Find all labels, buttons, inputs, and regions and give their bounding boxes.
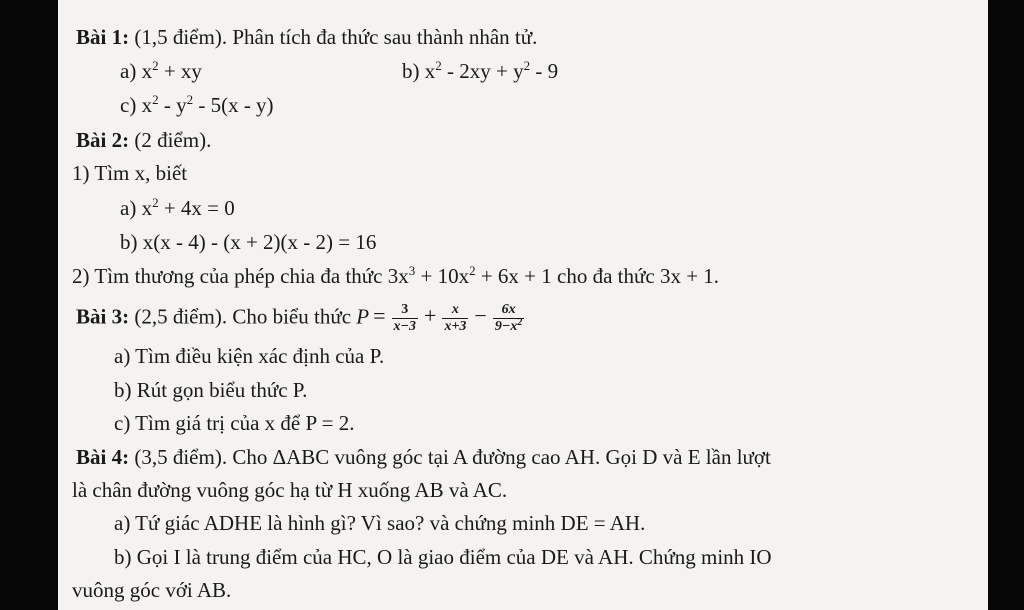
bai4-item-a: a) Tứ giác ADHE là hình gì? Vì sao? và chứng minh DE = AH. bbox=[114, 511, 646, 535]
bai3-item-b: b) Rút gọn biểu thức P. bbox=[114, 378, 308, 402]
fraction-1: $\frac{3}{x-3}$ bbox=[393, 302, 417, 334]
bai1-item-c: c) $x^2 - y^2 - 5(x - y)$ bbox=[120, 92, 274, 117]
bai1-item-b: b) $x^2 - 2xy + y^2 - 9$ bbox=[402, 58, 559, 83]
bai2-item-b: b) x(x - 4) - (x + 2)(x - 2) = 16 bbox=[120, 230, 377, 254]
bai4-title: Bài 4: bbox=[76, 445, 130, 469]
bai4-item-b: b) Gọi I là trung điểm của HC, O là giao điểm của DE và AH. Chứng minh IO bbox=[114, 545, 772, 569]
exam-paper bbox=[58, 0, 988, 610]
bai2-part2: 2) Tìm thương của phép chia đa thức $3x^3 + 10x^2 + 6x + 1$ cho đa thức 3x + 1. bbox=[72, 263, 720, 288]
bai1-title: Bài 1: bbox=[76, 25, 130, 49]
bai3-item-c: c) Tìm giá trị của x để P = 2. bbox=[114, 411, 355, 435]
bai4-line2: là chân đường vuông góc hạ từ H xuống AB và AC. bbox=[72, 478, 508, 502]
bai1-heading bbox=[76, 24, 537, 50]
bai4-line5: vuông góc với AB. bbox=[72, 578, 232, 602]
bai3-title: Bài 3: bbox=[76, 304, 130, 329]
bai4-heading bbox=[76, 444, 771, 470]
bai1-desc: (1,5 điểm). Phân tích đa thức sau thành nhân tử. bbox=[129, 25, 538, 49]
bai2-part1: 1) Tìm x, biết bbox=[72, 161, 188, 185]
bai3-item-a: a) Tìm điều kiện xác định của P. bbox=[114, 344, 385, 368]
bai3-desc: (2,5 điểm). Cho biểu thức bbox=[129, 304, 357, 329]
bai4-desc: (3,5 điểm). Cho ΔABC vuông góc tại A đường cao AH. Gọi D và E lần lượt bbox=[129, 445, 771, 469]
bai2-heading bbox=[76, 127, 211, 153]
bai1-item-a: a) $x^2$ + xy bbox=[120, 58, 202, 83]
bai2-item-a: a) $x^2 + 4x = 0$ bbox=[120, 195, 235, 220]
fraction-2: $\frac{x}{x+3}$ bbox=[444, 302, 467, 334]
bai2-title: Bài 2: bbox=[76, 128, 130, 152]
fraction-3: $\frac{6x}{9-x^2}$ bbox=[494, 302, 523, 334]
bai3-heading: Bài 3: (2,5 điểm). Cho biểu thức P = $\frac{3}{x-3}$ + $\frac{x}{x+3}$ − $\frac{6x}{9-x^2}$ bbox=[76, 302, 523, 334]
left-dark-border bbox=[0, 0, 58, 610]
right-dark-border bbox=[988, 0, 1024, 610]
bai2-desc: (2 điểm). bbox=[129, 128, 212, 152]
